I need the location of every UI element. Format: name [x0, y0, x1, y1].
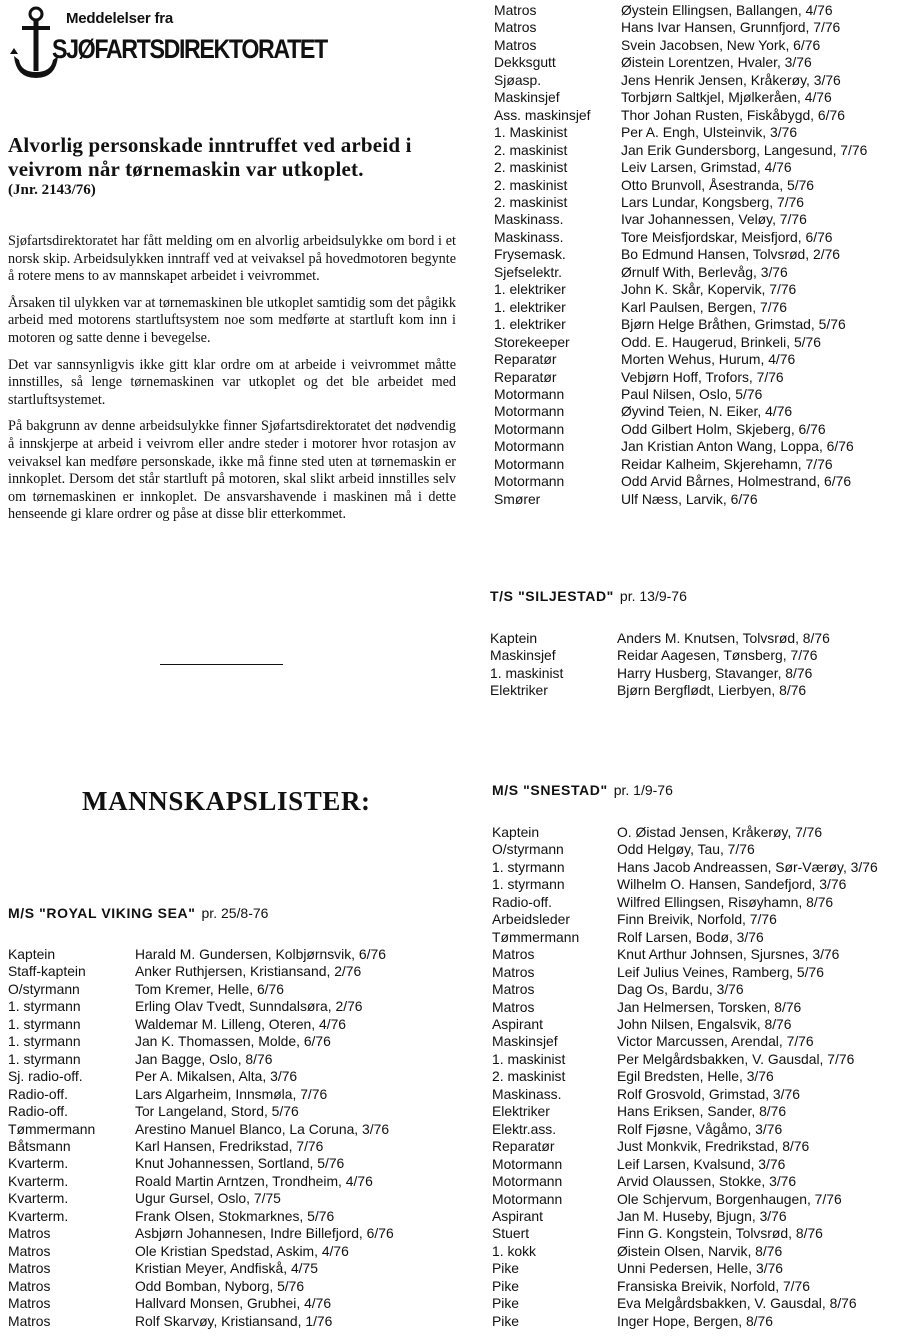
- crew-person: Finn Breivik, Norfold, 7/76: [617, 911, 777, 928]
- crew-person: Fransiska Breivik, Norfold, 7/76: [617, 1277, 810, 1294]
- crew-person: Lars Algarheim, Innsmøla, 7/76: [135, 1085, 328, 1102]
- crew-rank: Reparatør: [494, 351, 557, 368]
- crew-row: [490, 630, 910, 647]
- crew-person: Kristian Meyer, Andfiskå, 4/75: [135, 1260, 318, 1277]
- crew-person: Finn G. Kongstein, Tolvsrød, 8/76: [617, 1225, 823, 1242]
- crew-rank: Pike: [492, 1260, 520, 1277]
- masthead-subtitle: Meddelelser fra: [66, 10, 174, 27]
- crew-person: Waldemar M. Lilleng, Oteren, 4/76: [135, 1015, 347, 1032]
- crew-rank: 1. styrmann: [492, 876, 565, 893]
- crew-row: [494, 37, 914, 54]
- crew-rank: Maskinass.: [494, 211, 564, 228]
- crew-row: [492, 1173, 916, 1190]
- crew-row: [492, 1295, 916, 1312]
- crew-row: [8, 998, 448, 1015]
- crew-row: [8, 946, 448, 963]
- crew-list-royal-viking-sea: [8, 946, 448, 1330]
- crew-person: Egil Bredsten, Helle, 3/76: [617, 1068, 774, 1085]
- crew-person: O. Øistad Jensen, Kråkerøy, 7/76: [617, 824, 823, 840]
- crew-person: Øystein Ellingsen, Ballangen, 4/76: [621, 2, 833, 18]
- crew-person: Øyvind Teien, N. Eiker, 4/76: [621, 403, 793, 420]
- crew-person: Leiv Larsen, Grimstad, 4/76: [621, 159, 792, 176]
- crew-person: Just Monkvik, Fredrikstad, 8/76: [617, 1138, 810, 1155]
- crew-person: Roald Martin Arntzen, Trondheim, 4/76: [135, 1172, 373, 1189]
- crew-rank: 1. maskinist: [490, 664, 564, 681]
- crew-person: Reidar Kalheim, Skjerehamn, 7/76: [621, 455, 833, 472]
- crew-person: Bjørn Helge Bråthen, Grimstad, 5/76: [621, 316, 846, 333]
- crew-person: Eva Melgårdsbakken, V. Gausdal, 8/76: [617, 1295, 857, 1312]
- crew-row: [494, 159, 914, 176]
- crew-person: Ulf Næss, Larvik, 6/76: [621, 490, 758, 507]
- crew-person: Anker Ruthjersen, Kristiansand, 2/76: [135, 963, 362, 980]
- section-heading: MANNSKAPSLISTER:: [82, 786, 371, 816]
- crew-rank: Kvarterm.: [8, 1190, 69, 1207]
- crew-rank: Radio-off.: [8, 1085, 68, 1102]
- crew-rank: Tømmermann: [492, 928, 580, 945]
- crew-rank: Motormann: [494, 420, 565, 437]
- crew-rank: Frysemask.: [494, 246, 566, 263]
- crew-list-continued: [494, 2, 914, 508]
- crew-row: [8, 981, 448, 998]
- crew-rank: Matros: [494, 2, 537, 18]
- crew-person: Paul Nilsen, Oslo, 5/76: [621, 385, 763, 402]
- crew-rank: Tømmermann: [8, 1120, 96, 1137]
- crew-rank: 1. elektriker: [494, 281, 566, 298]
- crew-person: Per A. Mikalsen, Alta, 3/76: [135, 1068, 298, 1085]
- crew-row: [492, 946, 916, 963]
- crew-person: Vebjørn Hoff, Trofors, 7/76: [621, 368, 784, 385]
- crew-rank: Reparatør: [492, 1138, 555, 1155]
- crew-person: John K. Skår, Kopervik, 7/76: [621, 281, 797, 298]
- crew-row: [494, 72, 914, 89]
- crew-row: [494, 107, 914, 124]
- crew-row: [494, 194, 914, 211]
- crew-person: Bo Edmund Hansen, Tolvsrød, 2/76: [621, 246, 841, 263]
- crew-person: Reidar Aagesen, Tønsberg, 7/76: [617, 647, 818, 664]
- crew-row: [492, 1051, 916, 1068]
- crew-row: [494, 299, 914, 316]
- crew-row: [492, 1138, 916, 1155]
- crew-row: [492, 824, 916, 841]
- crew-rank: Sjøasp.: [494, 71, 542, 88]
- crew-row: [8, 1016, 448, 1033]
- crew-row: [492, 911, 916, 928]
- crew-rank: Storekeeper: [494, 333, 570, 350]
- crew-row: [492, 1103, 916, 1120]
- crew-rank: 1. styrmann: [8, 1033, 81, 1050]
- crew-rank: Radio-off.: [492, 893, 552, 910]
- crew-person: Odd. E. Haugerud, Brinkeli, 5/76: [621, 333, 821, 350]
- crew-person: Rolf Fjøsne, Vågåmo, 3/76: [617, 1120, 783, 1137]
- crew-row: [494, 456, 914, 473]
- crew-person: Odd Bomban, Nyborg, 5/76: [135, 1277, 305, 1294]
- crew-person: Hans Jacob Andreassen, Sør-Værøy, 3/76: [617, 858, 878, 875]
- crew-row: [492, 1016, 916, 1033]
- crew-list-siljestad: [490, 630, 910, 700]
- crew-person: Harald M. Gundersen, Kolbjørnsvik, 6/76: [135, 946, 386, 962]
- crew-row: [492, 894, 916, 911]
- crew-rank: Kaptein: [8, 946, 56, 962]
- crew-person: Karl Paulsen, Bergen, 7/76: [621, 298, 788, 315]
- ship-date: pr. 13/9-76: [619, 588, 687, 604]
- article-body: [8, 233, 456, 533]
- crew-row: [492, 1156, 916, 1173]
- crew-person: Wilhelm O. Hansen, Sandefjord, 3/76: [617, 876, 847, 893]
- crew-row: [494, 124, 914, 141]
- crew-rank: Kvarterm.: [8, 1207, 69, 1224]
- crew-row: [494, 421, 914, 438]
- crew-rank: Kaptein: [492, 824, 540, 840]
- crew-rank: Motormann: [492, 1173, 563, 1190]
- crew-person: Per Melgårdsbakken, V. Gausdal, 7/76: [617, 1050, 855, 1067]
- article-reference-number: (Jnr. 2143/76): [8, 182, 96, 198]
- crew-person: Ole Kristian Spedstad, Askim, 4/76: [135, 1242, 349, 1259]
- crew-row: [8, 1086, 448, 1103]
- crew-row: [8, 963, 448, 980]
- crew-rank: Matros: [8, 1312, 51, 1329]
- crew-row: [494, 2, 914, 19]
- crew-rank: Pike: [492, 1312, 520, 1329]
- crew-rank: Motormann: [494, 438, 565, 455]
- crew-person: Øistein Lorentzen, Hvaler, 3/76: [621, 54, 812, 71]
- crew-person: Wilfred Ellingsen, Risøyhamn, 8/76: [617, 893, 834, 910]
- crew-rank: Matros: [8, 1225, 51, 1242]
- crew-person: Erling Olav Tvedt, Sunndalsøra, 2/76: [135, 998, 363, 1015]
- article-paragraph: Årsaken til ulykken var at tørnemaskinen ble utkoplet samtidig som det pågikk arbeid med motorens startluftsystem noe som medførte at startluft kom inn i motoren og satte denne i bevegelse.: [8, 294, 456, 346]
- crew-person: Inger Hope, Bergen, 8/76: [617, 1312, 773, 1329]
- crew-rank: 2. maskinist: [494, 141, 568, 158]
- crew-row: [492, 1121, 916, 1138]
- crew-person: Karl Hansen, Fredrikstad, 7/76: [135, 1137, 324, 1154]
- crew-rank: Matros: [494, 36, 537, 53]
- crew-person: Jan Erik Gundersborg, Langesund, 7/76: [621, 141, 868, 158]
- crew-rank: Motormann: [492, 1155, 563, 1172]
- crew-rank: 2. maskinist: [494, 159, 568, 176]
- crew-rank: Matros: [8, 1277, 51, 1294]
- anchor-icon: [8, 4, 58, 82]
- crew-row: [8, 1295, 448, 1312]
- crew-rank: 1. elektriker: [494, 316, 566, 333]
- crew-person: Jens Henrik Jensen, Kråkerøy, 3/76: [621, 71, 841, 88]
- crew-person: Rolf Skarvøy, Kristiansand, 1/76: [135, 1312, 333, 1329]
- crew-row: [490, 682, 910, 699]
- crew-row: [8, 1208, 448, 1225]
- crew-person: Øistein Olsen, Narvik, 8/76: [617, 1242, 783, 1259]
- crew-row: [492, 841, 916, 858]
- crew-row: [492, 981, 916, 998]
- crew-person: Otto Brunvoll, Åsestranda, 5/76: [621, 176, 815, 193]
- crew-rank: Staff-kaptein: [8, 963, 86, 980]
- article-title: Alvorlig personskade inntruffet ved arbeid i veivrom når tørnemaskin var utkoplet.: [8, 133, 412, 181]
- crew-person: Unni Pedersen, Helle, 3/76: [617, 1260, 784, 1277]
- crew-rank: Matros: [492, 998, 535, 1015]
- crew-list-snestad: [492, 824, 916, 1330]
- crew-rank: Matros: [492, 946, 535, 963]
- crew-row: [492, 929, 916, 946]
- crew-rank: Ass. maskinsjef: [494, 106, 591, 123]
- crew-rank: Aspirant: [492, 1207, 543, 1224]
- crew-rank: 1. styrmann: [8, 1050, 81, 1067]
- crew-person: Odd Arvid Bårnes, Holmestrand, 6/76: [621, 473, 852, 490]
- crew-rank: Maskinass.: [492, 1085, 562, 1102]
- crew-person: Tom Kremer, Helle, 6/76: [135, 980, 284, 997]
- crew-person: Leif Julius Veines, Ramberg, 5/76: [617, 963, 824, 980]
- article-paragraph: Sjøfartsdirektoratet har fått melding om en alvorlig arbeidsulykke om bord i et norsk skip. Arbeidsulykken inntraff ved at veivaksel på hovedmotoren begynte å rotere mens to av mannskapet arbeidet i veivrommet.: [8, 233, 456, 285]
- crew-row: [492, 1191, 916, 1208]
- masthead-logo: [8, 4, 327, 82]
- crew-rank: 1. elektriker: [494, 298, 566, 315]
- ship-date: pr. 1/9-76: [613, 782, 673, 798]
- crew-row: [494, 438, 914, 455]
- crew-rank: Matros: [492, 981, 535, 998]
- crew-rank: 1. styrmann: [492, 858, 565, 875]
- crew-rank: Matros: [494, 19, 537, 36]
- crew-rank: Motormann: [494, 473, 565, 490]
- crew-row: [494, 386, 914, 403]
- crew-row: [494, 19, 914, 36]
- crew-person: Hans Eriksen, Sander, 8/76: [617, 1103, 787, 1120]
- crew-rank: Maskinsjef: [494, 89, 560, 106]
- crew-row: [492, 1278, 916, 1295]
- crew-person: Torbjørn Saltkjel, Mjølkeråen, 4/76: [621, 89, 832, 106]
- crew-rank: Smører: [494, 490, 541, 507]
- crew-row: [494, 229, 914, 246]
- crew-rank: Kaptein: [490, 630, 538, 646]
- article-divider: [160, 664, 283, 665]
- ship-name: M/S "SNESTAD": [492, 782, 608, 798]
- crew-row: [494, 211, 914, 228]
- crew-person: Arvid Olaussen, Stokke, 3/76: [617, 1173, 797, 1190]
- crew-rank: Kvarterm.: [8, 1172, 69, 1189]
- crew-rank: Stuert: [492, 1225, 530, 1242]
- crew-rank: O/styrmann: [492, 841, 564, 858]
- crew-rank: Radio-off.: [8, 1103, 68, 1120]
- crew-rank: 1. kokk: [492, 1242, 537, 1259]
- crew-row: [492, 1260, 916, 1277]
- crew-rank: 2. maskinist: [494, 193, 568, 210]
- crew-person: Tore Meisfjordskar, Meisfjord, 6/76: [621, 228, 833, 245]
- crew-row: [8, 1155, 448, 1172]
- crew-person: Harry Husberg, Stavanger, 8/76: [617, 664, 813, 681]
- ship-date: pr. 25/8-76: [201, 905, 269, 921]
- crew-row: [8, 1138, 448, 1155]
- crew-rank: Motormann: [494, 455, 565, 472]
- crew-person: Odd Gilbert Holm, Skjeberg, 6/76: [621, 420, 826, 437]
- crew-rank: Motormann: [492, 1190, 563, 1207]
- ship-name: M/S "ROYAL VIKING SEA": [8, 905, 196, 921]
- crew-person: Hans Ivar Hansen, Grunnfjord, 7/76: [621, 19, 841, 36]
- crew-row: [492, 1243, 916, 1260]
- crew-row: [492, 999, 916, 1016]
- crew-person: Leif Larsen, Kvalsund, 3/76: [617, 1155, 786, 1172]
- crew-row: [492, 1225, 916, 1242]
- crew-row: [494, 264, 914, 281]
- ship-heading-snestad: [492, 782, 673, 798]
- article-paragraph: På bakgrunn av denne arbeidsulykke finner Sjøfartsdirektoratet det nødvendig å innskjerpe at arbeid i veivrom eller andre steder i motorer hvor rotasjon av veivaksel kan medføre personskade, ikke må finne sted uten at tørnemaskin er innkoplet. Dersom det står startluft på motoren, skal slikt arbeid innstilles selv om tørnemaskinen er innkoplet. De ansvarshavende i maskinen må i dette henseende gi klare ordrer og påse at disse blir etterkommet.: [8, 418, 456, 523]
- crew-row: [494, 351, 914, 368]
- crew-rank: Matros: [8, 1242, 51, 1259]
- crew-row: [494, 177, 914, 194]
- crew-person: Lars Lundar, Kongsberg, 7/76: [621, 193, 805, 210]
- crew-person: Ivar Johannessen, Veløy, 7/76: [621, 211, 807, 228]
- crew-row: [490, 647, 910, 664]
- ship-heading-royal-viking-sea: [8, 905, 268, 921]
- crew-row: [492, 1086, 916, 1103]
- crew-rank: Dekksgutt: [494, 54, 556, 71]
- crew-person: Knut Arthur Johnsen, Sjursnes, 3/76: [617, 946, 840, 963]
- crew-person: Svein Jacobsen, New York, 6/76: [621, 36, 821, 53]
- crew-rank: 2. maskinist: [494, 176, 568, 193]
- crew-rank: Maskinass.: [494, 228, 564, 245]
- crew-row: [8, 1243, 448, 1260]
- crew-person: Ugur Gursel, Oslo, 7/75: [135, 1190, 281, 1207]
- crew-person: Jan Bagge, Oslo, 8/76: [135, 1050, 273, 1067]
- crew-rank: Matros: [492, 963, 535, 980]
- crew-row: [8, 1313, 448, 1330]
- crew-person: Ole Schjervum, Borgenhaugen, 7/76: [617, 1190, 842, 1207]
- crew-row: [494, 246, 914, 263]
- crew-row: [492, 1068, 916, 1085]
- crew-rank: 2. maskinist: [492, 1068, 566, 1085]
- crew-row: [8, 1173, 448, 1190]
- crew-person: John Nilsen, Engalsvik, 8/76: [617, 1015, 792, 1032]
- crew-person: Rolf Larsen, Bodø, 3/76: [617, 928, 764, 945]
- crew-row: [8, 1260, 448, 1277]
- crew-person: Anders M. Knutsen, Tolvsrød, 8/76: [617, 630, 830, 646]
- crew-rank: Pike: [492, 1277, 520, 1294]
- ship-name: T/S "SILJESTAD": [490, 588, 614, 604]
- crew-person: Morten Wehus, Hurum, 4/76: [621, 351, 796, 368]
- crew-row: [8, 1033, 448, 1050]
- crew-rank: Reparatør: [494, 368, 557, 385]
- crew-person: Asbjørn Johannesen, Indre Billefjord, 6/76: [135, 1225, 394, 1242]
- crew-person: Thor Johan Rusten, Fiskåbygd, 6/76: [621, 106, 845, 123]
- crew-rank: Elektr.ass.: [492, 1120, 557, 1137]
- masthead-title: SJØFARTSDIREKTORATET: [52, 34, 327, 64]
- crew-row: [494, 281, 914, 298]
- crew-row: [494, 316, 914, 333]
- crew-person: Jan Kristian Anton Wang, Loppa, 6/76: [621, 438, 854, 455]
- crew-row: [492, 1033, 916, 1050]
- crew-person: Frank Olsen, Stokmarknes, 5/76: [135, 1207, 335, 1224]
- crew-rank: Matros: [8, 1260, 51, 1277]
- crew-row: [492, 1208, 916, 1225]
- crew-rank: Motormann: [494, 385, 565, 402]
- crew-rank: Båtsmann: [8, 1137, 71, 1154]
- crew-rank: Motormann: [494, 403, 565, 420]
- crew-person: Odd Helgøy, Tau, 7/76: [617, 841, 755, 858]
- crew-person: Victor Marcussen, Arendal, 7/76: [617, 1033, 814, 1050]
- crew-rank: Maskinsjef: [490, 647, 556, 664]
- crew-person: Per A. Engh, Ulsteinvik, 3/76: [621, 124, 798, 141]
- crew-rank: Sj. radio-off.: [8, 1068, 83, 1085]
- crew-rank: Kvarterm.: [8, 1155, 69, 1172]
- crew-rank: Aspirant: [492, 1015, 543, 1032]
- crew-rank: O/styrmann: [8, 980, 80, 997]
- crew-rank: Maskinsjef: [492, 1033, 558, 1050]
- crew-rank: 1. styrmann: [8, 998, 81, 1015]
- crew-row: [494, 491, 914, 508]
- article-paragraph: Det var sannsynligvis ikke gitt klar ordre om at arbeide i veivrommet måtte innstilles, så lenge tørnemaskinen var utkoplet og det ble arbeidet med startluftsystemet.: [8, 356, 456, 408]
- crew-person: Hallvard Monsen, Grubhei, 4/76: [135, 1295, 332, 1312]
- ship-heading-siljestad: [490, 588, 687, 604]
- crew-row: [8, 1068, 448, 1085]
- crew-rank: Matros: [8, 1295, 51, 1312]
- crew-row: [494, 403, 914, 420]
- crew-rank: 1. Maskinist: [494, 124, 568, 141]
- crew-row: [490, 665, 910, 682]
- crew-rank: Elektriker: [492, 1103, 550, 1120]
- crew-rank: Pike: [492, 1295, 520, 1312]
- crew-row: [494, 89, 914, 106]
- crew-row: [492, 1313, 916, 1330]
- crew-person: Bjørn Bergflødt, Lierbyen, 8/76: [617, 682, 807, 699]
- crew-person: Dag Os, Bardu, 3/76: [617, 981, 744, 998]
- crew-row: [492, 876, 916, 893]
- crew-row: [492, 964, 916, 981]
- crew-person: Jan Helmersen, Torsken, 8/76: [617, 998, 802, 1015]
- crew-rank: Arbeidsleder: [492, 911, 570, 928]
- crew-rank: 1. styrmann: [8, 1015, 81, 1032]
- crew-rank: Elektriker: [490, 682, 548, 699]
- crew-person: Tor Langeland, Stord, 5/76: [135, 1103, 299, 1120]
- crew-row: [494, 334, 914, 351]
- crew-person: Rolf Grosvold, Grimstad, 3/76: [617, 1085, 800, 1102]
- crew-person: Knut Johannessen, Sortland, 5/76: [135, 1155, 345, 1172]
- crew-person: Arestino Manuel Blanco, La Coruna, 3/76: [135, 1120, 390, 1137]
- crew-person: Ørnulf With, Berlevåg, 3/76: [621, 263, 788, 280]
- crew-row: [8, 1121, 448, 1138]
- crew-person: Jan K. Thomassen, Molde, 6/76: [135, 1033, 331, 1050]
- crew-rank: Sjefselektr.: [494, 263, 562, 280]
- crew-person: Jan M. Huseby, Bjugn, 3/76: [617, 1207, 787, 1224]
- crew-rank: 1. maskinist: [492, 1050, 566, 1067]
- crew-row: [494, 473, 914, 490]
- crew-row: [8, 1278, 448, 1295]
- crew-row: [8, 1051, 448, 1068]
- crew-row: [8, 1225, 448, 1242]
- crew-row: [494, 369, 914, 386]
- crew-row: [8, 1103, 448, 1120]
- crew-row: [8, 1190, 448, 1207]
- crew-row: [492, 859, 916, 876]
- crew-row: [494, 54, 914, 71]
- crew-row: [494, 142, 914, 159]
